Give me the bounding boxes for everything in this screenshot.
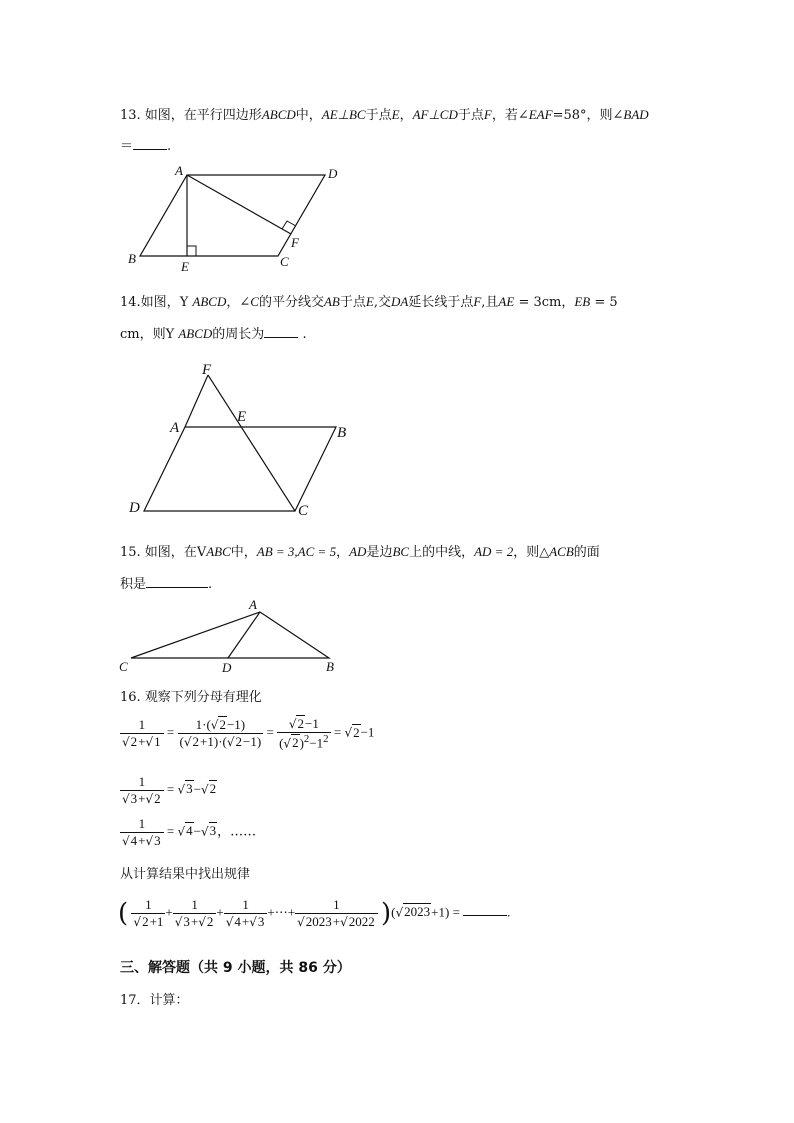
q14-label-d: D [129, 500, 140, 516]
q13-right-angle-e [187, 246, 196, 256]
section-heading: 三、解答题（共 9 小题，共 86 分） [120, 960, 351, 976]
q14-answer-blank [264, 324, 298, 338]
q16-sum-frac-1: $\frac{1}{√2+1}$ [133, 897, 164, 929]
q16-sum-expression: ( $\frac{1}{√2+1}$ + $\frac{1}{√3+√2}$ + $\frac{1}{√4+√3}$ +⋯+ $\frac{1}{√2023+√2022}$ )(√2023+1) = . [118, 897, 511, 929]
q14-segment-fc [208, 375, 295, 511]
q14-line1: 14.如图，Y ABCD，∠C的平分线交AB于点E,交DA延长线于点F,且AE = 3cm，EB = 5 [120, 294, 618, 310]
q14-label-a: A [170, 420, 180, 436]
q16-eq1-frac-c: $\frac{√2-1}{(√2)^2-1^2}$ [279, 716, 329, 751]
q15-line2: 积是 . [120, 573, 212, 592]
q15-triangle [131, 612, 329, 658]
q13-answer-blank [133, 136, 167, 150]
q16-sum-frac-last: $\frac{1}{√2023+√2022}$ [295, 897, 378, 930]
q15-triangle-figure [115, 595, 345, 675]
q13-line1: 13. 如图，在平行四边形ABCD中，AE⊥BC于点E，AF⊥CD于点F，若∠EAF=58°，则∠BAD [120, 107, 649, 123]
q16-eq1-frac-a: $\frac{1}{√2+√1}$ [120, 717, 164, 750]
q13-label-d: D [328, 166, 338, 181]
q14-parallelogram [144, 427, 336, 511]
q14-label-c: C [298, 503, 309, 519]
q13-line2: ＝ . [120, 135, 171, 154]
q13-label-b: B [128, 251, 136, 266]
q13-label-a: A [175, 163, 183, 178]
q15-label-d: D [222, 660, 232, 675]
q13-parallelogram-figure [120, 160, 360, 275]
q16-eq3-frac: $\frac{1}{√4+√3}$ [120, 816, 164, 849]
q13-label-e: E [181, 259, 189, 274]
q14-label-f: F [202, 362, 212, 378]
q15-median-ad [228, 612, 260, 658]
q15-label-b: B [326, 659, 334, 674]
q16-eq2-frac: $\frac{1}{√3+√2}$ [120, 774, 164, 807]
q15-label-a: A [249, 597, 257, 612]
q13-segment-af [187, 175, 291, 234]
q16-sum-frac-3: $\frac{1}{√4+√3}$ [224, 897, 268, 930]
q15-label-c: C [119, 659, 128, 674]
q17-label: 17．计算： [120, 993, 189, 1008]
q15-answer-blank [146, 574, 208, 588]
q14-label-b: B [337, 425, 347, 441]
q14-line2: cm，则Y ABCD的周长为 . [120, 326, 307, 342]
q14-extension-af [185, 375, 208, 427]
q16-equation-2: $\frac{1}{√3+√2}$ = √3−√2 [122, 774, 217, 806]
q13-label-c: C [280, 254, 289, 269]
q16-sum-frac-2: $\frac{1}{√3+√2}$ [173, 897, 217, 930]
q14-parallelogram-figure [125, 358, 355, 523]
q16-title: 16. 观察下列分母有理化 [120, 690, 262, 705]
q16-find-rule: 从计算结果中找出规律 [120, 867, 251, 882]
q16-answer-blank [463, 902, 507, 916]
q15-line1: 15. 如图，在VABC中，AB = 3,AC = 5，AD是边BC上的中线，AD = 2，则△ACB的面 [120, 544, 600, 560]
q16-eq1-frac-b: $\frac{1\cdot(√2-1)}{(√2+1)\cdot(√2-1)}$ [179, 717, 262, 750]
q16-equation-1: $\frac{1}{√2+√1}$ = $\frac{1\cdot(√2-1)}{(√2+1)\cdot(√2-1)}$ = $\frac{√2-1}{(√2)^2-1^2}$ = √2−1 [122, 716, 375, 751]
q16-equation-3: $\frac{1}{√4+√3}$ = √4−√3，…… [122, 816, 257, 848]
q13-label-f: F [291, 235, 299, 250]
q14-label-e: E [237, 409, 247, 425]
